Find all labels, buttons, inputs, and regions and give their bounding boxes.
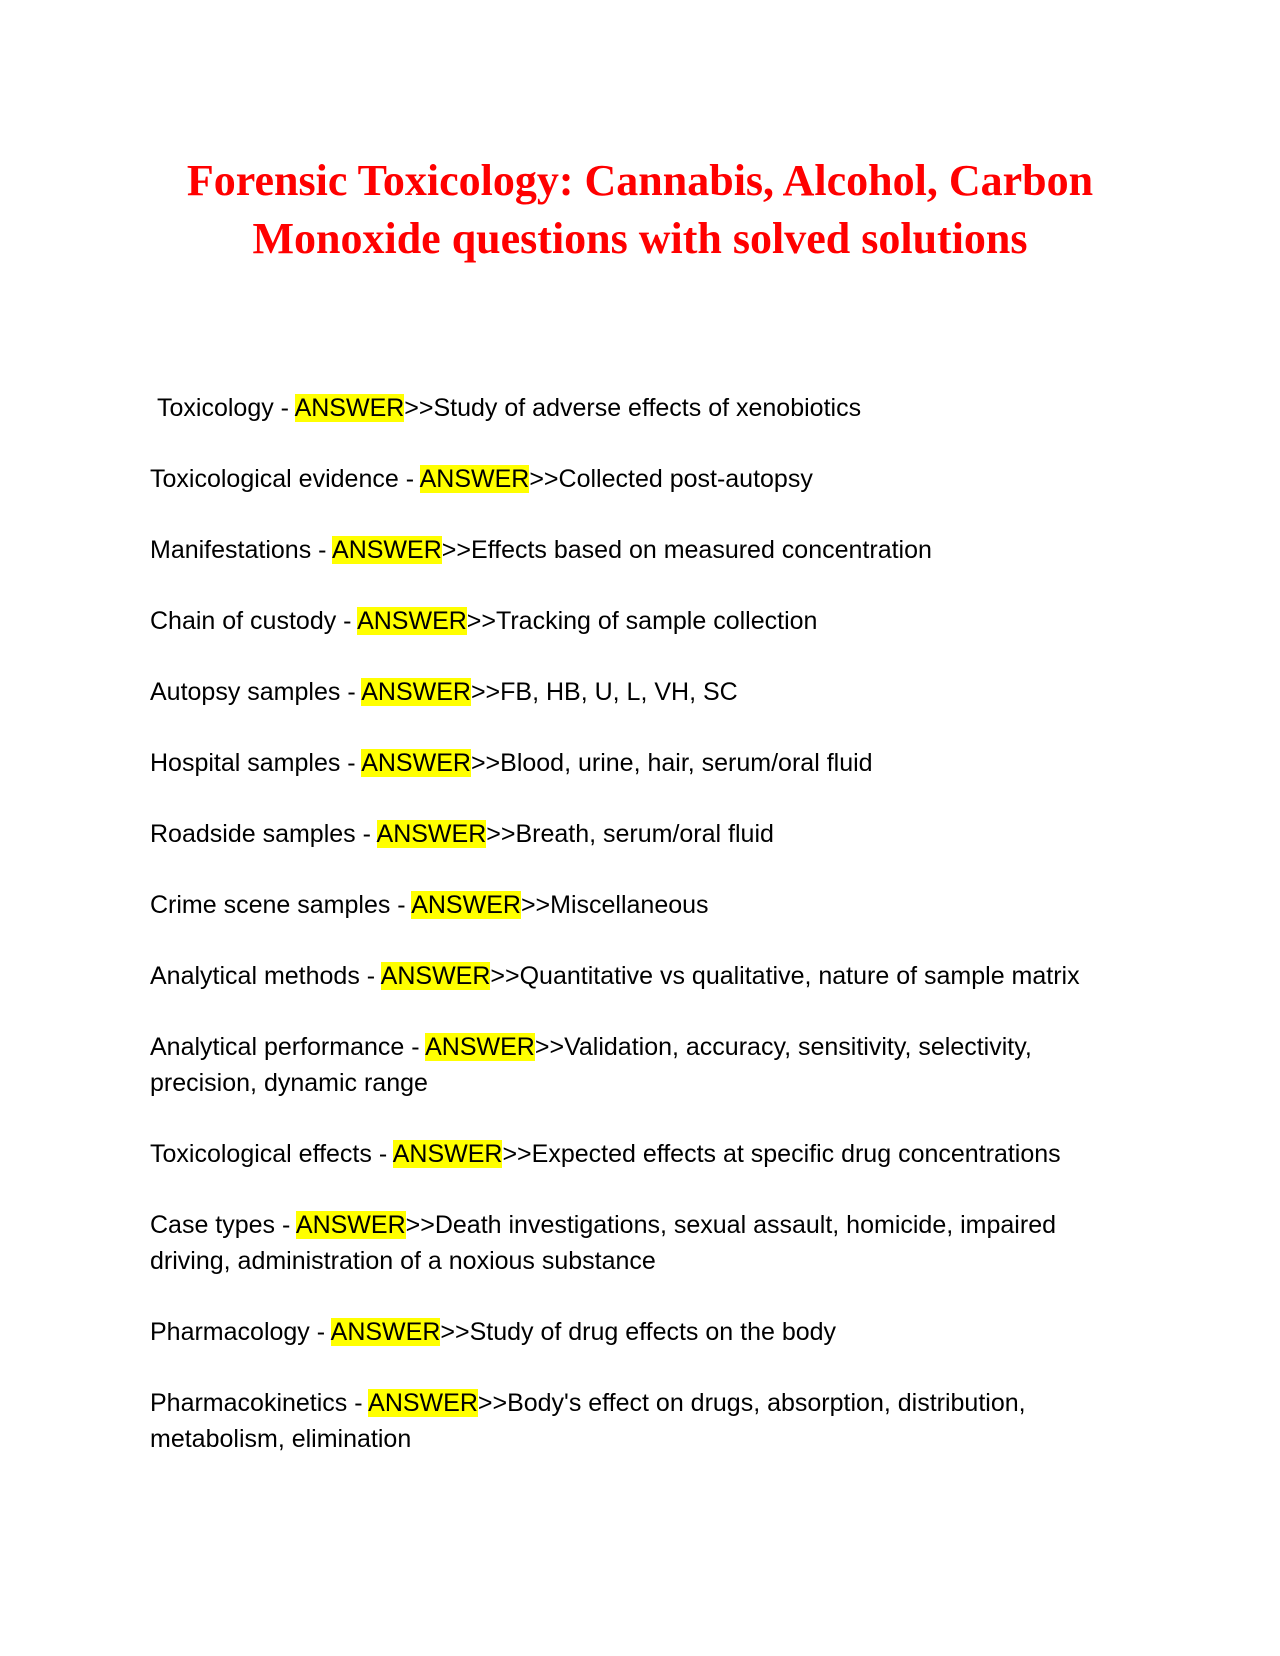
qa-item bbox=[150, 674, 1130, 710]
qa-item bbox=[150, 532, 1130, 568]
qa-answer: Blood, urine, hair, serum/oral fluid bbox=[500, 749, 873, 777]
answer-marker: ANSWER bbox=[357, 607, 467, 635]
answer-marker: ANSWER bbox=[361, 749, 471, 777]
qa-term: Roadside samples - bbox=[150, 820, 377, 848]
qa-item bbox=[150, 461, 1130, 497]
answer-marker: ANSWER bbox=[330, 1318, 441, 1346]
answer-separator: >> bbox=[404, 394, 434, 422]
answer-separator: >> bbox=[534, 1033, 565, 1061]
qa-item bbox=[150, 887, 1130, 923]
answer-separator: >> bbox=[477, 1389, 508, 1417]
qa-term: Case types - bbox=[150, 1211, 296, 1239]
qa-answer: Tracking of sample collection bbox=[496, 607, 818, 635]
document-title: Forensic Toxicology: Cannabis, Alcohol, Carbon Monoxide questions with solved solutions bbox=[186, 156, 1094, 263]
answer-marker: ANSWER bbox=[361, 678, 471, 706]
qa-item bbox=[150, 1314, 1130, 1350]
qa-term: Autopsy samples - bbox=[150, 678, 362, 706]
qa-term: Chain of custody - bbox=[150, 607, 358, 635]
qa-answer: Breath, serum/oral fluid bbox=[515, 820, 774, 848]
answer-separator: >> bbox=[470, 678, 501, 706]
qa-term: Toxicological evidence - bbox=[150, 465, 420, 493]
qa-answer: Validation, accuracy, sensitivity, selectivity, precision, dynamic range bbox=[150, 1033, 1032, 1097]
answer-separator: >> bbox=[502, 1140, 532, 1168]
qa-item bbox=[150, 1207, 1130, 1279]
qa-answer: Effects based on measured concentration bbox=[470, 536, 932, 564]
answer-separator: >> bbox=[520, 891, 551, 919]
answer-marker: ANSWER bbox=[332, 536, 442, 564]
qa-answer: Expected effects at specific drug concentrations bbox=[531, 1140, 1061, 1168]
qa-term: Pharmacokinetics - bbox=[150, 1389, 369, 1417]
qa-answer: Study of adverse effects of xenobiotics bbox=[433, 394, 862, 422]
answer-separator: >> bbox=[490, 962, 520, 990]
qa-answer: Death investigations, sexual assault, homicide, impaired driving, administration of a noxious substance bbox=[150, 1211, 1056, 1275]
answer-marker: ANSWER bbox=[411, 891, 521, 919]
qa-item bbox=[150, 1029, 1130, 1101]
answer-separator: >> bbox=[486, 820, 516, 848]
answer-marker: ANSWER bbox=[425, 1033, 535, 1061]
answer-separator: >> bbox=[440, 1318, 470, 1346]
qa-term: Manifestations - bbox=[150, 536, 333, 564]
answer-separator: >> bbox=[529, 465, 559, 493]
qa-item bbox=[150, 1385, 1130, 1457]
answer-separator: >> bbox=[466, 607, 496, 635]
answer-marker: ANSWER bbox=[376, 820, 487, 848]
qa-answer: Miscellaneous bbox=[550, 891, 709, 919]
answer-marker: ANSWER bbox=[380, 962, 491, 990]
qa-answer: FB, HB, U, L, VH, SC bbox=[500, 678, 738, 706]
qa-term: Crime scene samples - bbox=[150, 891, 412, 919]
qa-item bbox=[150, 745, 1130, 781]
qa-term: Toxicology - bbox=[157, 394, 295, 422]
answer-marker: ANSWER bbox=[294, 394, 405, 422]
qa-item bbox=[150, 603, 1130, 639]
qa-answer: Quantitative vs qualitative, nature of sample matrix bbox=[519, 962, 1080, 990]
qa-term: Pharmacology - bbox=[150, 1318, 331, 1346]
answer-marker: ANSWER bbox=[419, 465, 530, 493]
qa-answer: Body's effect on drugs, absorption, distribution, metabolism, elimination bbox=[150, 1389, 1026, 1453]
answer-separator: >> bbox=[405, 1211, 435, 1239]
qa-item bbox=[150, 958, 1130, 994]
qa-item bbox=[150, 1136, 1130, 1172]
qa-term: Hospital samples - bbox=[150, 749, 362, 777]
qa-answer: Study of drug effects on the body bbox=[469, 1318, 837, 1346]
answer-marker: ANSWER bbox=[368, 1389, 478, 1417]
qa-term: Analytical methods - bbox=[150, 962, 381, 990]
qa-term: Toxicological effects - bbox=[150, 1140, 393, 1168]
answer-separator: >> bbox=[470, 749, 501, 777]
answer-marker: ANSWER bbox=[295, 1211, 406, 1239]
qa-answer: Collected post-autopsy bbox=[558, 465, 813, 493]
answer-separator: >> bbox=[441, 536, 471, 564]
qa-item bbox=[150, 390, 1130, 426]
qa-term: Analytical performance - bbox=[150, 1033, 426, 1061]
qa-list bbox=[150, 390, 1130, 1492]
answer-marker: ANSWER bbox=[392, 1140, 503, 1168]
qa-item bbox=[150, 816, 1130, 852]
